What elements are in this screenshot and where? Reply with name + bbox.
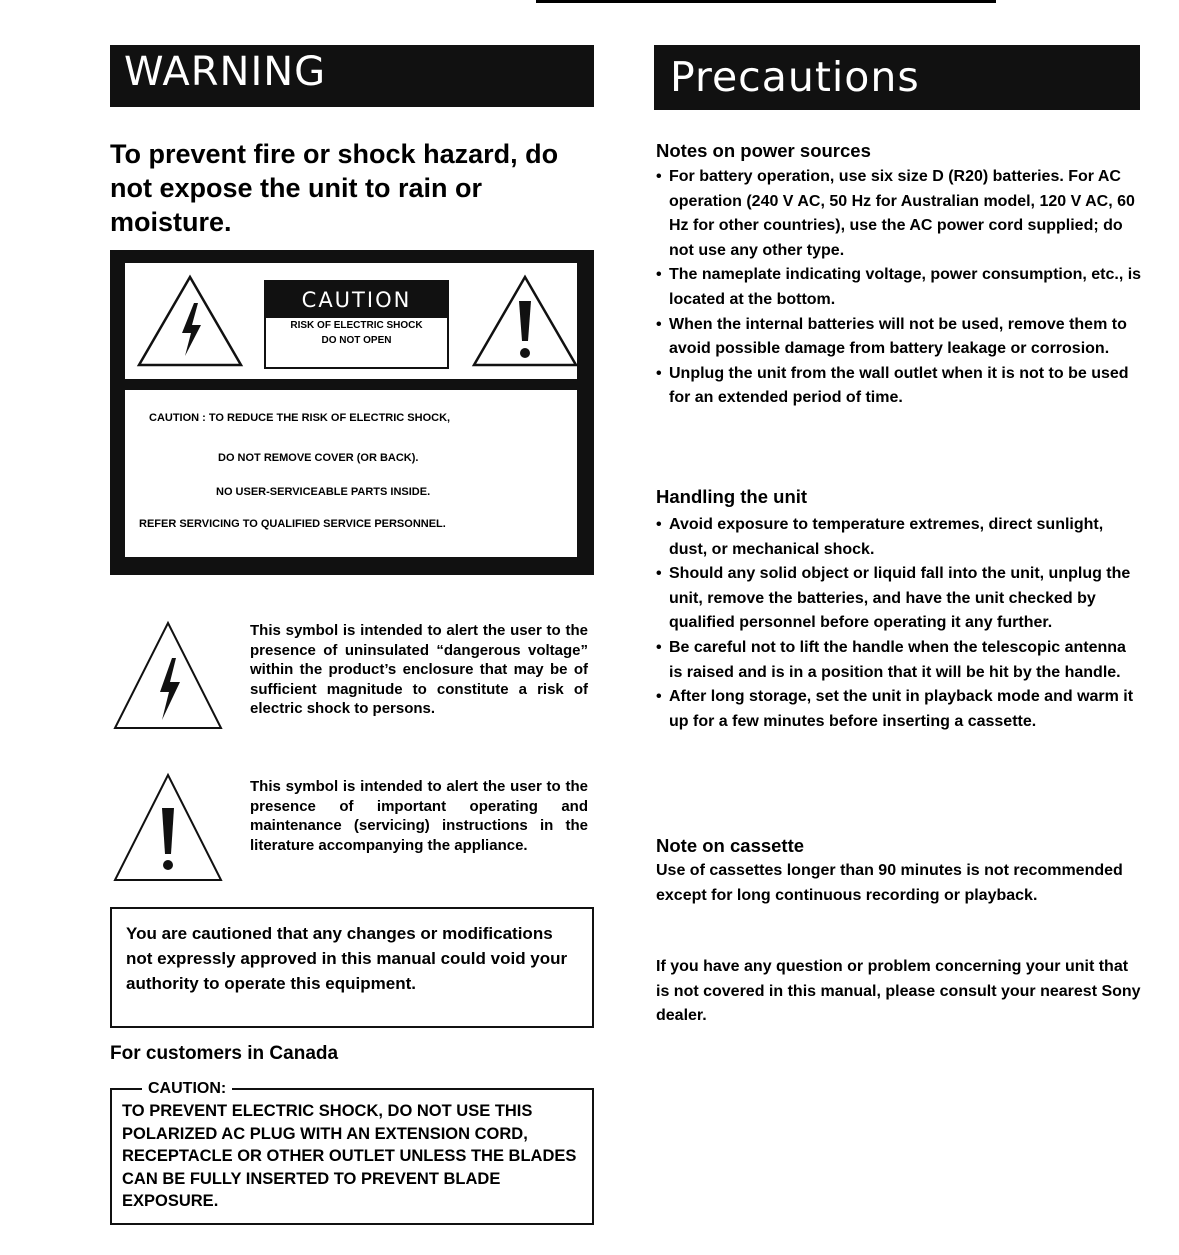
- top-rule: [536, 0, 996, 3]
- fcc-notice-text: You are cautioned that any changes or modifications not expressly approved in this manual could void your authority to operate this equipment.: [126, 924, 568, 993]
- caution-label: [264, 280, 449, 369]
- caution-text-line: REFER SERVICING TO QUALIFIED SERVICE PERSONNEL.: [139, 518, 446, 530]
- precautions-header: [654, 45, 1140, 110]
- lightning-triangle-icon: [135, 273, 245, 368]
- list-item: • Unplug the unit from the wall outlet when it is not to be used for an extended period of time.: [656, 362, 1142, 411]
- canada-heading: For customers in Canada: [110, 1043, 339, 1064]
- power-sources-heading: Notes on power sources: [656, 140, 871, 161]
- canada-caution-box: [110, 1080, 594, 1225]
- list-item: • Should any solid object or liquid fall into the unit, unplug the unit, remove the batteries, and have the unit checked by qualified personnel before operating it any further.: [656, 562, 1142, 636]
- caution-text-line: DO NOT REMOVE COVER (OR BACK).: [218, 452, 419, 464]
- caution-text-area: [125, 390, 577, 557]
- precautions-title: Precautions: [670, 53, 920, 101]
- exclamation-triangle-icon: [470, 273, 580, 368]
- warning-headline: To prevent fire or shock hazard, do not expose the unit to rain or moisture.: [110, 139, 559, 237]
- list-item: • After long storage, set the unit in playback mode and warm it up for a few minutes before inserting a cassette.: [656, 685, 1142, 734]
- lightning-symbol-icon: [112, 620, 224, 732]
- list-item: • The nameplate indicating voltage, power consumption, etc., is located at the bottom.: [656, 263, 1142, 312]
- exclamation-symbol-description: This symbol is intended to alert the user to the presence of important operating and maintenance (servicing) instructions in the literature accompanying the appliance.: [250, 778, 588, 854]
- cassette-heading: Note on cassette: [656, 835, 805, 856]
- canada-caution-text: TO PREVENT ELECTRIC SHOCK, DO NOT USE THIS POLARIZED AC PLUG WITH AN EXTENSION CORD, RECEPTACLE OR OTHER OUTLET UNLESS THE BLADES CAN BE FULLY INSERTED TO PREVENT BLADE EXPOSURE.: [122, 1102, 577, 1210]
- warning-header: [110, 45, 594, 107]
- dealer-note: If you have any question or problem concerning your unit that is not covered in this manual, please consult your nearest Sony dealer.: [656, 958, 1141, 1025]
- handling-list: [656, 513, 1142, 734]
- exclamation-symbol-icon: [112, 772, 224, 884]
- caution-label-line1: RISK OF ELECTRIC SHOCK: [290, 320, 423, 331]
- lightning-symbol-description: This symbol is intended to alert the user to the presence of uninsulated “dangerous voltage” within the product’s enclosure that may be of sufficient magnitude to constitute a risk of electric shock to persons.: [250, 622, 588, 718]
- caution-label-title: CAUTION: [266, 282, 447, 318]
- handling-heading: Handling the unit: [656, 486, 808, 507]
- fcc-notice-box: [110, 907, 594, 1028]
- list-item: • For battery operation, use six size D (R20) batteries. For AC operation (240 V AC, 50 Hz for Australian model, 120 V AC, 60 Hz for other countries), use the AC power cord supplied; do not use any other type.: [656, 165, 1142, 263]
- warning-title: WARNING: [124, 49, 327, 95]
- list-item: • When the internal batteries will not be used, remove them to avoid possible damage from battery leakage or corrosion.: [656, 313, 1142, 362]
- caution-text-line: CAUTION : TO REDUCE THE RISK OF ELECTRIC SHOCK,: [149, 412, 451, 424]
- caution-panel: [110, 250, 594, 575]
- caution-label-line2: DO NOT OPEN: [321, 335, 392, 346]
- list-item: • Be careful not to lift the handle when the telescopic antenna is raised and is in a position that it will be hit by the handle.: [656, 636, 1142, 685]
- canada-caution-label: CAUTION:: [142, 1078, 232, 1101]
- power-sources-list: [656, 165, 1142, 411]
- list-item: • Avoid exposure to temperature extremes, direct sunlight, dust, or mechanical shock.: [656, 513, 1142, 562]
- cassette-note: Use of cassettes longer than 90 minutes is not recommended except for long continuous recording or playback.: [656, 862, 1123, 904]
- caution-text-line: NO USER-SERVICEABLE PARTS INSIDE.: [216, 486, 431, 498]
- caution-symbols-area: [125, 263, 577, 379]
